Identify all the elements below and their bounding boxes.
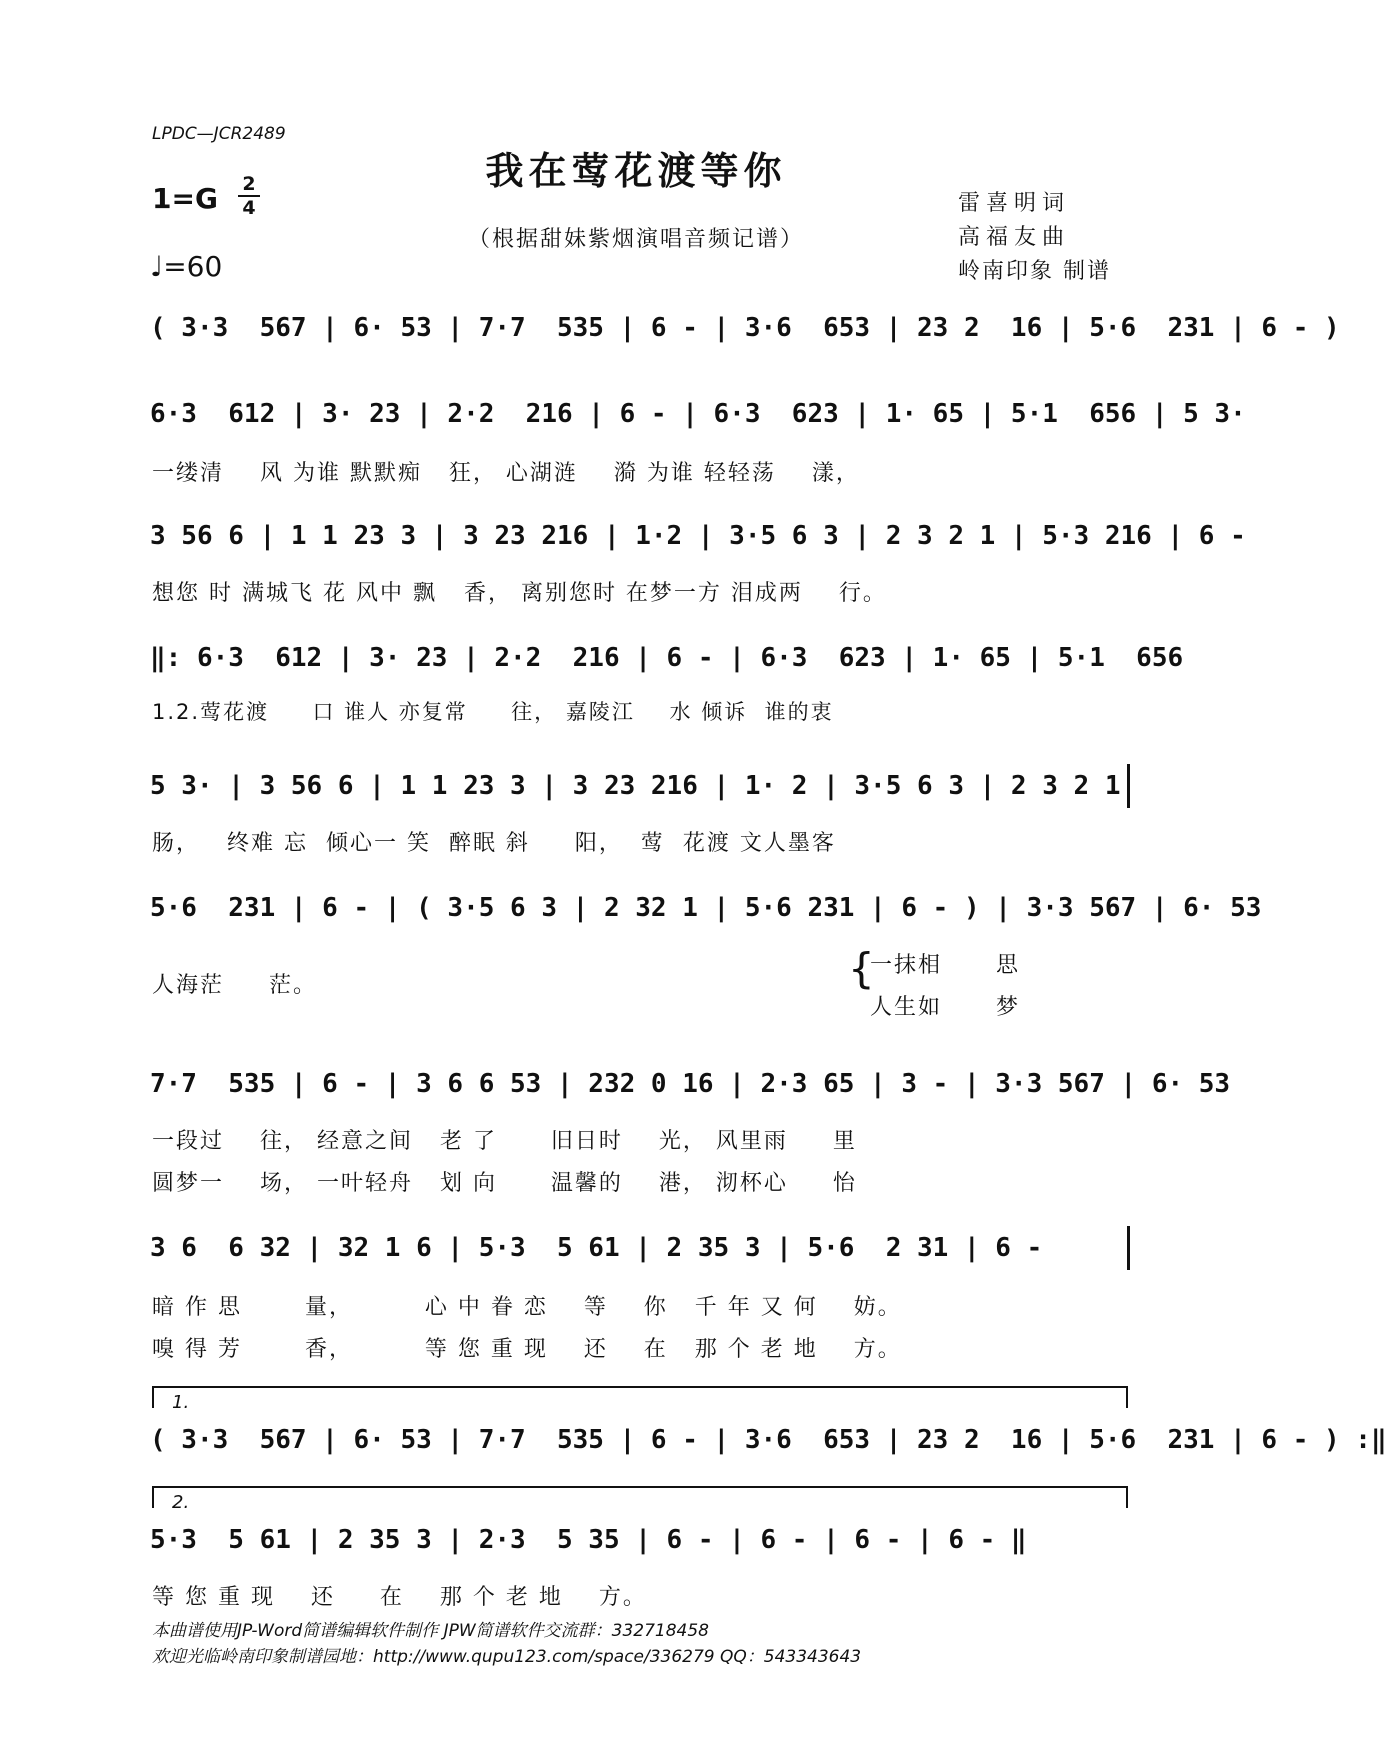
- notation-text: 6·3 612 | 3· 23 | 2·2 216 | 6 - | 6·3 623 | 1· 65 | 5·1 656 | 5 3·: [150, 399, 1246, 429]
- subtitle: （根据甜妹紫烟演唱音频记谱）: [467, 227, 804, 252]
- score-line-8: [150, 1220, 1130, 1276]
- score-line-6: [150, 880, 1262, 936]
- time-sig-top: 2: [242, 173, 256, 195]
- score-line-5: [150, 758, 1130, 814]
- lyric-line-6b: 人生如 梦: [870, 995, 1020, 1020]
- notation-text: ( 3·3 567 | 6· 53 | 7·7 535 | 6 - | 3·6 653 | 23 2 16 | 5·6 231 | 6 - ) :‖: [150, 1425, 1387, 1455]
- lyric-line-4: 1.2.莺花渡 口 谁人 亦复常 往， 嘉陵江 水 倾诉 谁的衷: [152, 700, 834, 724]
- footer-website-note: 欢迎光临岭南印象制谱园地：http://www.qupu123.com/space/336279 QQ：543343643: [152, 1647, 862, 1667]
- composer-credit: 高福友曲: [958, 225, 1071, 250]
- notation-text: 7·7 535 | 6 - | 3 6 6 53 | 232 0 16 | 2·3 65 | 3 - | 3·3 567 | 6· 53: [150, 1069, 1231, 1099]
- lyric-line-8a: 暗 作 思 量， 心 中 眷 恋 等 你 千 年 又 何 妨。: [152, 1295, 902, 1320]
- arranger-credit: 岭南印象 制谱: [958, 259, 1111, 284]
- time-sig-bottom: 4: [242, 197, 256, 219]
- lyric-line-5: 肠， 终难 忘 倾心一 笑 醉眠 斜 阳， 莺 花渡 文人墨客: [152, 831, 836, 856]
- lyricist-credit: 雷喜明词: [958, 191, 1071, 216]
- score-line-3: [150, 508, 1246, 564]
- notation-text: 5·3 5 61 | 2 35 3 | 2·3 5 35 | 6 - | 6 - | 6 - | 6 - ‖: [150, 1525, 1027, 1555]
- lyric-line-2: 一缕清 风 为谁 默默痴 狂， 心湖涟 漪 为谁 轻轻荡 漾，: [152, 461, 860, 486]
- lyric-line-6a: 一抹相 思: [870, 953, 1020, 978]
- score-line-10: [150, 1512, 1130, 1568]
- score-line-2: [150, 386, 1246, 442]
- lyric-line-3: 想您 时 满城飞 花 风中 飘 香， 离别您时 在梦一方 泪成两 行。: [152, 581, 887, 606]
- lyric-line-7b: 圆梦一 场， 一叶轻舟 划 向 温馨的 港， 沏杯心 怡: [152, 1171, 857, 1196]
- score-code: LPDC—JCR2489: [152, 124, 286, 144]
- lyric-line-8b: 嗅 得 芳 香， 等 您 重 现 还 在 那 个 老 地 方。: [152, 1337, 902, 1362]
- song-title: 我在莺花渡等你: [485, 148, 787, 193]
- notation-text: ( 3·3 567 | 6· 53 | 7·7 535 | 6 - | 3·6 653 | 23 2 16 | 5·6 231 | 6 - ): [150, 313, 1340, 343]
- notation-text: 5·6 231 | 6 - | ( 3·5 6 3 | 2 32 1 | 5·6 231 | 6 - ) | 3·3 567 | 6· 53: [150, 893, 1262, 923]
- score-line-7: [150, 1056, 1231, 1112]
- tempo-mark: ♩=60: [150, 250, 223, 283]
- lyric-line-10: 等 您 重 现 还 在 那 个 老 地 方。: [152, 1585, 647, 1610]
- verse-brace: {: [848, 944, 875, 993]
- notation-text: 5 3· | 3 56 6 | 1 1 23 3 | 3 23 216 | 1· 2 | 3·5 6 3 | 2 3 2 1: [150, 771, 1121, 801]
- second-ending-bracket: [152, 1486, 1128, 1513]
- footer-software-note: 本曲谱使用JP-Word简谱编辑软件制作 JPW简谱软件交流群：332718458: [152, 1621, 709, 1641]
- lyric-line-6: 人海茫 茫。: [152, 973, 317, 998]
- first-ending-bracket: [152, 1386, 1128, 1413]
- score-line-4: [150, 630, 1184, 686]
- notation-text: 3 56 6 | 1 1 23 3 | 3 23 216 | 1·2 | 3·5 6 3 | 2 3 2 1 | 5·3 216 | 6 -: [150, 521, 1246, 551]
- notation-text: ‖: 6·3 612 | 3· 23 | 2·2 216 | 6 - | 6·3 623 | 1· 65 | 5·1 656: [150, 643, 1184, 673]
- key-signature: 1=G: [152, 182, 218, 215]
- time-signature: [238, 174, 260, 218]
- volta-label: 2.: [172, 1492, 190, 1513]
- score-line-1: [150, 300, 1340, 356]
- volta-label: 1.: [172, 1392, 190, 1413]
- notation-text: 3 6 6 32 | 32 1 6 | 5·3 5 61 | 2 35 3 | 5·6 2 31 | 6 -: [150, 1233, 1043, 1263]
- lyric-line-7a: 一段过 往， 经意之间 老 了 旧日时 光， 风里雨 里: [152, 1129, 857, 1154]
- score-line-9: [150, 1412, 1387, 1468]
